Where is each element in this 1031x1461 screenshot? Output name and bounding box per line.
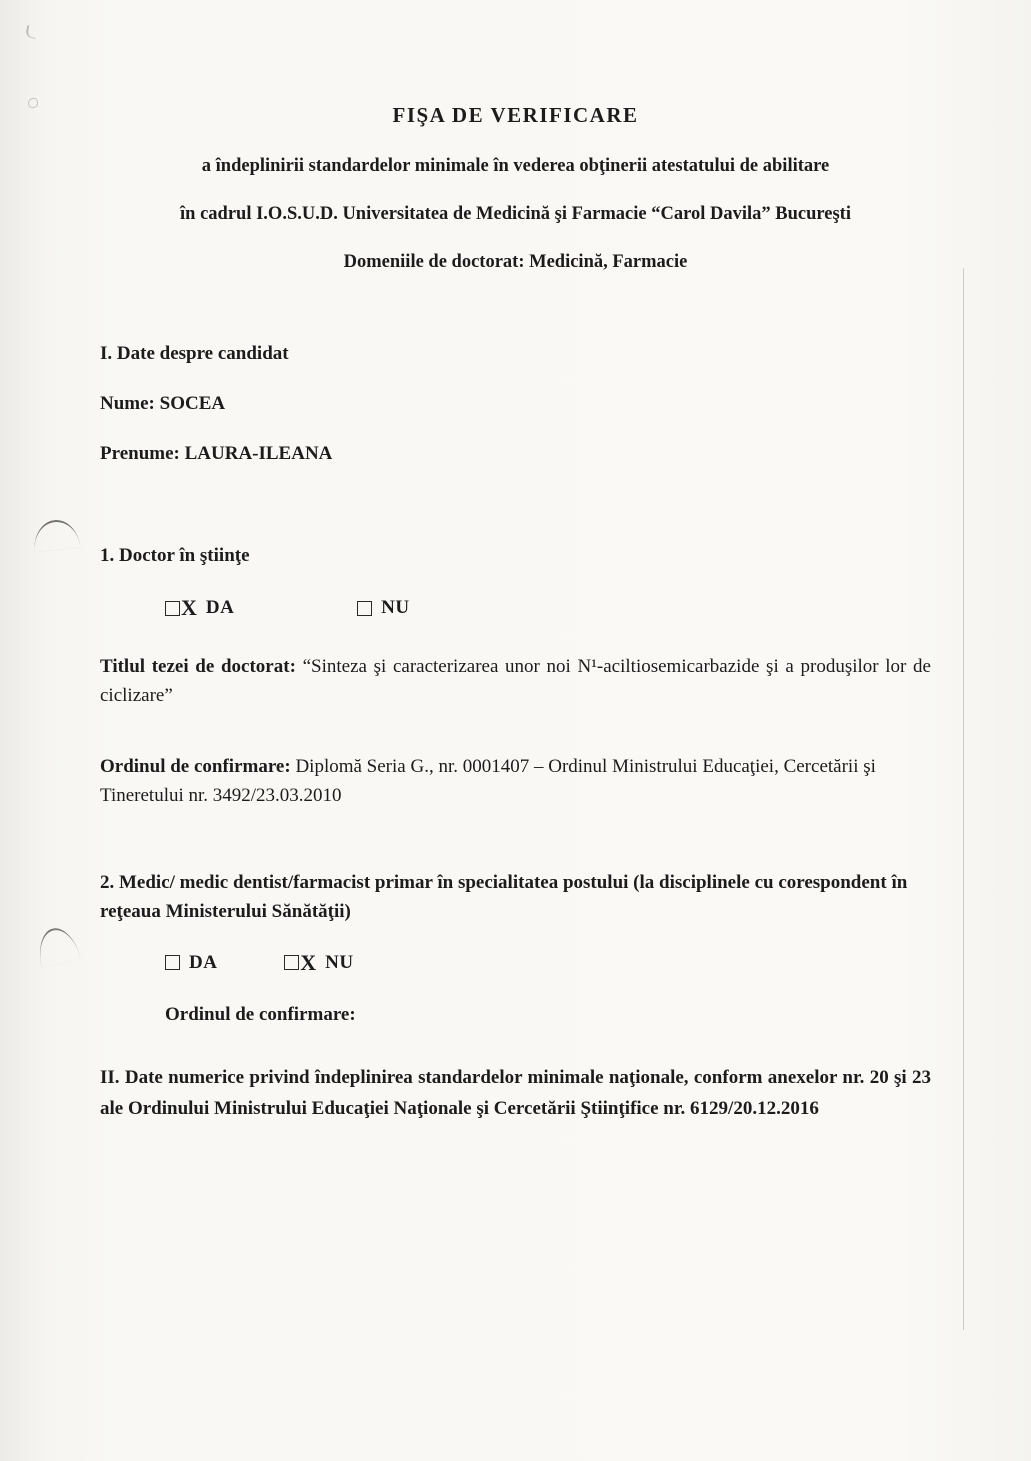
item1-da-option (165, 597, 234, 619)
item2-checkbox-row (100, 949, 931, 977)
thesis-value: “Sinteza şi caracterizarea unor noi N¹-aciltiosemicarbazide şi a produşilor lor de ciclizare” (100, 655, 931, 706)
section1-heading: I. Date despre candidat (100, 343, 289, 364)
confirmation-order-paragraph (100, 752, 931, 810)
checkbox-nu-icon (284, 955, 299, 970)
item2-nu-option (284, 949, 354, 975)
document-subtitle-line: a îndeplinirii standardelor minimale în vederea obţinerii atestatului de abilitare (201, 156, 830, 176)
x-mark: X (300, 949, 317, 975)
document-subtitle-line: în cadrul I.O.S.U.D. Universitatea de Medicină şi Farmacie “Carol Davila” Bucureşti (180, 204, 851, 224)
item2-order-label: Ordinul de confirmare: (165, 1004, 356, 1025)
nu-label: NU (325, 951, 354, 973)
da-label: DA (189, 951, 218, 973)
surname-value: LAURA-ILEANA (184, 443, 333, 464)
name-value: SOCEA (159, 393, 226, 414)
order-label: Ordinul de confirmare: (100, 755, 291, 777)
document-title: FIŞA DE VERIFICARE (392, 103, 639, 127)
x-mark: X (181, 595, 197, 620)
section2-heading: II. Date numerice privind îndeplinirea standardelor minimale naţionale, conform anexelor nr. 20 şi 23 ale Ordinului Ministrului Educaţiei Naţionale şi Cercetării Ştiinţifice nr. 6129/20.12.2016 (100, 1067, 931, 1119)
nu-label: NU (381, 597, 410, 618)
thesis-label: Titlul tezei de doctorat: (100, 655, 296, 677)
item1-heading: 1. Doctor în ştiinţe (100, 545, 250, 566)
scan-artifact-vertical-line (963, 268, 964, 1330)
checkbox-da-icon (165, 601, 180, 616)
item2-heading: 2. Medic/ medic dentist/farmacist primar în specialitatea postului (la disciplinele cu corespondent în reţeaua Ministerului Sănătăţii) (100, 871, 908, 922)
order-value: Diplomă Seria G., nr. 0001407 – Ordinul Ministrului Educaţiei, Cercetării şi Tineretului nr. 3492/23.03.2010 (100, 755, 876, 806)
candidate-name-row (100, 393, 931, 415)
item1-nu-option (357, 597, 409, 619)
document-subtitle-line: Domeniile de doctorat: Medicină, Farmacie (343, 252, 688, 272)
da-label: DA (205, 597, 235, 618)
surname-label: Prenume: (100, 443, 180, 464)
name-label: Nume: (100, 393, 155, 414)
thesis-paragraph (100, 652, 931, 710)
item1-checkbox-row (100, 597, 931, 622)
checkbox-da-icon (165, 955, 180, 970)
checkbox-nu-icon (357, 601, 372, 616)
item2-da-option (165, 952, 217, 974)
candidate-surname-row (100, 443, 931, 465)
